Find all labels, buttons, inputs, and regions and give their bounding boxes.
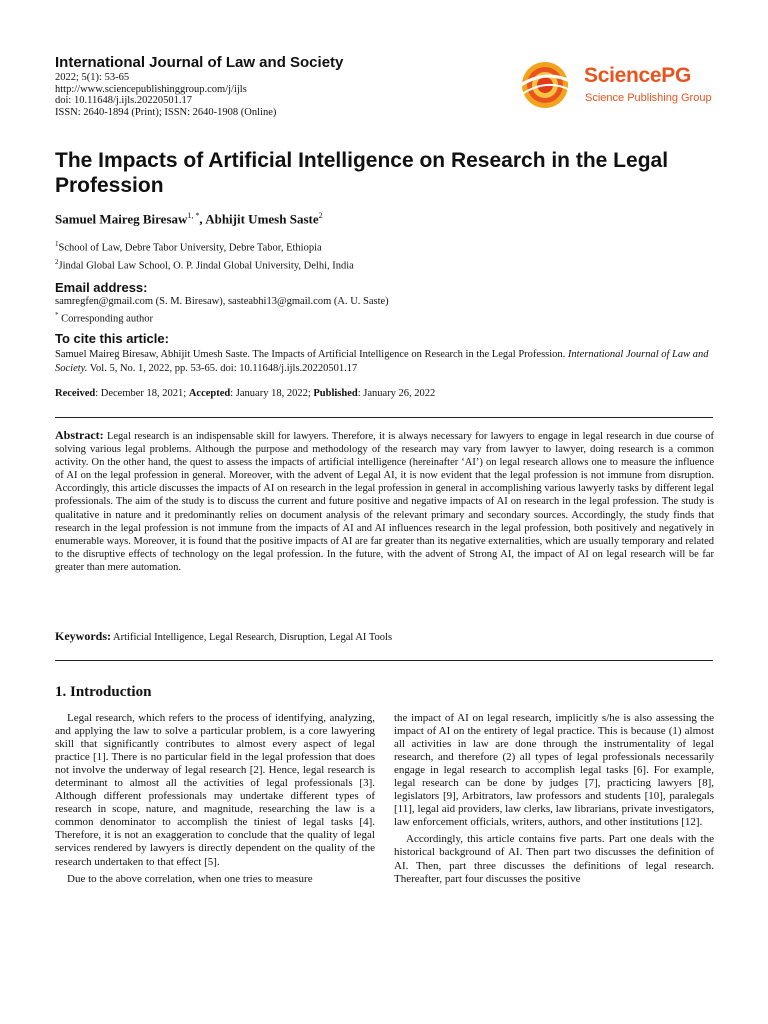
divider-top: [55, 417, 713, 418]
affiliation-2-number: 2: [55, 258, 59, 266]
divider-bottom: [55, 660, 713, 661]
author-2: Abhijit Umesh Saste: [205, 211, 319, 227]
authors: [55, 211, 323, 227]
affiliation-1-text: School of Law, Debre Tabor University, Debre Tabor, Ethiopia: [58, 242, 322, 254]
logo-name: SciencePG: [584, 64, 692, 87]
abstract-text: Legal research is an indispensable skill for lawyers. Therefore, it is always necessary for lawyers to engage in legal research in due course of solving various legal problems. Although the purpose and methodology of the research may vary from lawyer to lawyer, doing research is a common activity. On the other hand, the quest to assess the impacts of artificial intelligence (hereinafter ‘AI’) on legal research allows one to measure the influence of AI on the legal profession in general. Moreover, with the advent of Legal AI, it is now evident that the legal profession is not immune from disruption. Accordingly, this article discusses the impacts of AI on research in the legal profession in general in accomplishing various lawyerly tasks by different legal professionals. The aim of the study is to discuss the current and future positive and negative impacts of AI on research in the legal profession. The study is qualitative in nature and it predominantly relies on document analysis of the relevant primary and secondary sources. Accordingly, the study finds that research in the legal profession is not immune from the impacts of AI and AI influences research in the legal profession, both positively and negatively in enumerable ways. Moreover, it is found that the positive impacts of AI are far greater than its negative externalities, which are usually temporary and related to the disruptive effects of technology on the legal profession. In the future, with the advent of Strong AI, the impact of AI on legal research will be far greater than mere automation.: [55, 431, 714, 573]
author-1-affiliation-mark: 1, *: [187, 211, 200, 220]
keywords-text: Artificial Intelligence, Legal Research, Disruption, Legal AI Tools: [113, 632, 393, 643]
journal-doi: doi: 10.11648/j.ijls.20220501.17: [55, 95, 192, 107]
received-date: : December 18, 2021;: [95, 388, 189, 399]
accepted-label: Accepted: [188, 388, 231, 399]
citation-journal: International Journal of Law and Society.: [55, 349, 709, 374]
citation-text: Samuel Maireg Biresaw, Abhijit Umesh Saste. The Impacts of Artificial Intelligence on Research in the Legal Profession.: [55, 349, 568, 360]
corresponding-mark: *: [55, 311, 59, 319]
journal-title: International Journal of Law and Society: [55, 54, 344, 71]
author-2-affiliation-mark: 2: [318, 211, 323, 220]
journal-url[interactable]: http://www.sciencepublishinggroup.com/j/ijls: [55, 83, 247, 95]
column-right: [394, 712, 714, 890]
sciencepg-logo: [514, 60, 714, 110]
cite-heading: To cite this article:: [55, 331, 169, 346]
sciencepg-logo-icon: [514, 60, 576, 110]
published-date: : January 26, 2022: [357, 388, 436, 399]
paper-title: The Impacts of Artificial Intelligence on Research in the Legal Profession: [55, 149, 669, 197]
published-label: Published: [313, 388, 358, 399]
journal-issn: ISSN: 2640-1894 (Print); ISSN: 2640-1908 (Online): [55, 106, 277, 118]
email-addresses[interactable]: samregfen@gmail.com (S. M. Biresaw), sasteabhi13@gmail.com (A. U. Saste): [55, 296, 389, 307]
affiliation-1-number: 1: [55, 240, 59, 248]
article-dates: [55, 387, 435, 400]
citation-volume: Vol. 5, No. 1, 2022, pp. 53-65. doi: 10.11648/j.ijls.20220501.17: [87, 363, 358, 374]
email-heading: Email address:: [55, 280, 148, 295]
logo-subtitle: Science Publishing Group: [585, 92, 712, 104]
column-left: [55, 712, 375, 890]
journal-year-volume: 2022; 5(1): 53-65: [55, 72, 130, 83]
corresponding-text: Corresponding author: [58, 313, 153, 325]
introduction-heading: 1. Introduction: [55, 684, 152, 700]
author-separator: ,: [199, 211, 206, 227]
keywords: [55, 629, 392, 644]
author-1: Samuel Maireg Biresaw: [55, 211, 188, 227]
keywords-label: Keywords:: [55, 629, 111, 643]
intro-paragraph-2-continued: the impact of AI on legal research, implicitly s/he is also assessing the impact of AI on the entirety of legal practice. This is because (1) almost all activities in law are done through the instrumentality of legal research, and therefore (2) all types of legal professionals necessarily engage in legal research to accomplish legal tasks [6]. For example, legal research can be done by judges [7], practicing lawyers [8], legislators [9], Arbitrators, law professors and students [10], paralegals [11], legal aid providers, law clerks, law librarians, private investigators, law enforcement officials, writers, authors, and other institutions [12].: [394, 712, 714, 829]
accepted-date: : January 18, 2022;: [230, 388, 314, 399]
affiliation-1: [55, 240, 322, 254]
corresponding-author-note: [55, 309, 153, 326]
received-label: Received: [55, 388, 96, 399]
affiliation-2: [55, 258, 354, 272]
intro-paragraph-3: Accordingly, this article contains five parts. Part one deals with the historical background of AI. Then part two discusses the definition of AI. Then, part three discusses the definitions of legal research. Thereafter, part four discusses the positive: [394, 833, 714, 885]
intro-paragraph-1: Legal research, which refers to the process of identifying, analyzing, and applying the law to solve a particular problem, is a core lawyering skill that significantly contributes to almost every aspect of legal practice [1]. There is no particular field in the legal profession that does not involve the underway of legal research [2]. Hence, legal research is determinant to almost all the activities of legal professionals [3]. Although different professionals may undertake different types of research in scope, nature, and magnitude, researching the law is a common denominator to accomplish the tiniest of legal tasks [4]. Therefore, it is not an exaggeration to conclude that the quality of legal services rendered by lawyers is directly dependent on the quality of the research undertaken to that effect [5].: [55, 712, 375, 868]
abstract: [55, 429, 714, 574]
intro-paragraph-2: Due to the above correlation, when one tries to measure: [67, 872, 313, 885]
journal-meta: [55, 72, 276, 118]
affiliation-2-text: Jindal Global Law School, O. P. Jindal Global University, Delhi, India: [58, 260, 354, 272]
citation: [55, 348, 715, 376]
abstract-label: Abstract:: [55, 428, 104, 442]
